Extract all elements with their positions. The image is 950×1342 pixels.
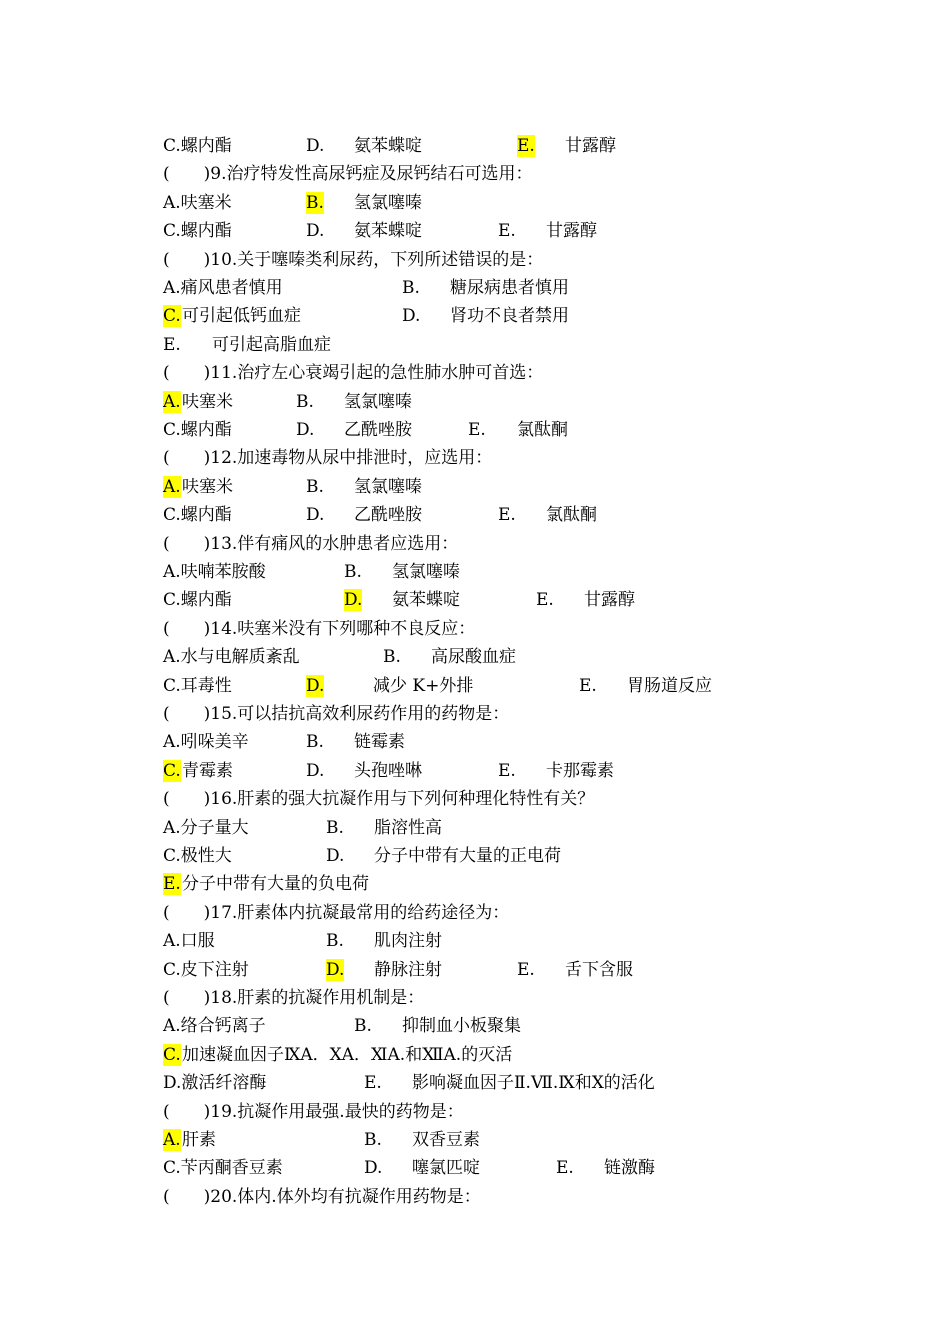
text-segment: 噻氯匹啶	[412, 1158, 480, 1179]
text-segment: B.	[364, 1130, 382, 1150]
text-segment: 氢氯噻嗪	[354, 192, 422, 213]
text-line	[0, 417, 950, 445]
text-segment: E.	[556, 1158, 574, 1179]
text-line	[0, 531, 950, 559]
text-line	[0, 559, 950, 587]
text-segment: E.	[579, 675, 597, 696]
highlighted-answer-label: A.	[163, 1130, 181, 1150]
text-segment: ( )11.治疗左心衰竭引起的急性肺水肿可首选：	[163, 363, 544, 384]
text-segment: 分子中带有大量的正电荷	[374, 846, 561, 866]
highlighted-answer-label: D.	[344, 590, 363, 611]
text-segment: 舌下含服	[565, 959, 633, 980]
text-line	[0, 758, 950, 786]
text-line	[0, 729, 950, 757]
text-segment: ( )17.肝素体内抗凝最常用的给药途径为：	[163, 902, 510, 923]
text-segment: A.水与电解质紊乱	[163, 647, 300, 668]
text-segment: 链霉素	[354, 732, 405, 753]
text-segment: ( )15.可以拮抗高效利尿药作用的药物是：	[163, 704, 510, 724]
text-segment: D.	[326, 846, 345, 866]
text-segment: D.激活纤溶酶	[163, 1073, 267, 1094]
highlighted-answer-label: D.	[306, 675, 325, 696]
text-segment: E.	[468, 420, 486, 440]
text-line	[0, 445, 950, 473]
text-segment: 卡那霉素	[546, 760, 614, 781]
text-line	[0, 815, 950, 843]
text-segment: 双香豆素	[412, 1130, 480, 1150]
text-line	[0, 673, 950, 701]
text-segment: 影响凝血因子Ⅱ.Ⅶ.Ⅸ和Ⅹ的活化	[412, 1073, 655, 1094]
text-segment: B.	[306, 732, 324, 753]
text-line	[0, 871, 950, 899]
text-segment: C.螺内酯	[163, 505, 232, 526]
text-segment: ( )13.伴有痛风的水肿患者应选用：	[163, 533, 459, 554]
text-line	[0, 247, 950, 275]
text-segment: E.	[517, 959, 535, 980]
text-segment: C.螺内酯	[163, 590, 232, 611]
text-segment: 脂溶性高	[374, 817, 442, 838]
text-line	[0, 1042, 950, 1070]
text-segment: 肝素	[182, 1130, 216, 1150]
highlighted-answer-label: D.	[326, 959, 345, 980]
text-line	[0, 900, 950, 928]
text-line	[0, 133, 950, 161]
text-segment: A.络合钙离子	[163, 1016, 266, 1037]
text-segment: 头孢唑啉	[354, 760, 422, 781]
text-segment: 胃肠道反应	[627, 675, 712, 696]
text-segment: C.皮下注射	[163, 959, 249, 980]
text-segment: E.	[498, 221, 516, 242]
text-line	[0, 928, 950, 956]
text-segment: 分子中带有大量的负电荷	[182, 874, 369, 895]
highlighted-answer-label: A.	[163, 476, 181, 497]
text-segment: 乙酰唑胺	[344, 420, 412, 440]
text-segment: A.分子量大	[163, 817, 249, 838]
text-segment: E.	[364, 1073, 382, 1094]
text-segment: E.	[498, 760, 516, 781]
text-segment: 氢氯噻嗪	[354, 476, 422, 497]
text-segment: 减少 K+外排	[373, 675, 474, 696]
text-segment: B.	[344, 562, 362, 582]
text-segment: 呋塞米	[182, 476, 233, 497]
text-segment: 抑制血小板聚集	[402, 1016, 521, 1037]
text-segment: A.痛风患者慎用	[163, 278, 283, 298]
text-segment: B.	[306, 476, 324, 497]
text-segment: D.	[306, 136, 325, 156]
text-segment: B.	[402, 278, 420, 298]
text-line	[0, 389, 950, 417]
text-segment: 可引起低钙血症	[182, 306, 301, 327]
text-line	[0, 985, 950, 1013]
text-segment: D.	[306, 221, 325, 242]
text-segment: D.	[296, 420, 315, 440]
text-segment: 氨苯蝶啶	[354, 221, 422, 242]
text-segment: E.	[536, 590, 554, 611]
text-segment: 氯酞酮	[517, 420, 568, 440]
text-segment: 甘露醇	[584, 590, 635, 611]
highlighted-answer-label: C.	[163, 306, 181, 327]
text-segment: 氯酞酮	[546, 505, 597, 526]
text-segment: C.极性大	[163, 846, 232, 866]
text-line	[0, 957, 950, 985]
text-line	[0, 275, 950, 303]
text-segment: 呋塞米	[182, 391, 233, 412]
text-segment: D.	[306, 505, 325, 526]
text-segment: ( )14.呋塞米没有下列哪种不良反应：	[163, 618, 476, 639]
text-segment: D.	[306, 760, 325, 781]
text-segment: 氨苯蝶啶	[392, 590, 460, 611]
text-line	[0, 303, 950, 331]
text-segment: A.吲哚美辛	[163, 732, 249, 753]
text-segment: ( )18.肝素的抗凝作用机制是：	[163, 988, 425, 1008]
highlighted-answer-label: A.	[163, 391, 181, 412]
text-segment: C.螺内酯	[163, 420, 232, 440]
text-segment: C.耳毒性	[163, 675, 232, 696]
text-line	[0, 786, 950, 814]
text-segment: A.呋喃苯胺酸	[163, 562, 266, 582]
text-segment: ( )10.关于噻嗪类利尿药，下列所述错误的是：	[163, 249, 544, 270]
text-segment: ( )12.加速毒物从尿中排泄时，应选用：	[163, 448, 493, 469]
text-line	[0, 161, 950, 189]
text-line	[0, 843, 950, 871]
highlighted-answer-label: E.	[517, 136, 535, 156]
text-segment: C.苄丙酮香豆素	[163, 1158, 283, 1179]
text-segment: ( )20.体内.体外均有抗凝作用药物是：	[163, 1186, 481, 1207]
text-segment: E.	[498, 505, 516, 526]
text-segment: ( )9.治疗特发性高尿钙症及尿钙结石可选用：	[163, 164, 533, 185]
text-segment: 可引起高脂血症	[212, 334, 331, 355]
text-segment: B.	[326, 931, 344, 952]
text-segment: 静脉注射	[374, 959, 442, 980]
text-line	[0, 1013, 950, 1041]
text-line	[0, 474, 950, 502]
text-segment: 乙酰唑胺	[354, 505, 422, 526]
text-segment: E.	[163, 334, 181, 355]
highlighted-answer-label: C.	[163, 760, 181, 781]
text-line	[0, 218, 950, 246]
text-segment: 链激酶	[604, 1158, 655, 1179]
text-segment: ( )16.肝素的强大抗凝作用与下列何种理化特性有关？	[163, 789, 595, 810]
text-line	[0, 190, 950, 218]
text-segment: 高尿酸血症	[431, 647, 516, 668]
highlighted-answer-label: E.	[163, 874, 181, 895]
text-segment: A.口服	[163, 931, 215, 952]
text-line	[0, 1099, 950, 1127]
text-line	[0, 1155, 950, 1183]
text-segment: 肾功不良者禁用	[450, 306, 569, 327]
text-line	[0, 587, 950, 615]
text-segment: 氢氯噻嗪	[344, 391, 412, 412]
text-line	[0, 616, 950, 644]
text-segment: ( )19.抗凝作用最强.最快的药物是：	[163, 1101, 464, 1122]
text-line	[0, 332, 950, 360]
text-segment: D.	[364, 1158, 383, 1179]
text-segment: C.螺内酯	[163, 221, 232, 242]
text-line	[0, 502, 950, 530]
text-segment: B.	[296, 391, 314, 412]
highlighted-answer-label: B.	[306, 192, 324, 213]
text-line	[0, 644, 950, 672]
text-line	[0, 360, 950, 388]
text-segment: 青霉素	[182, 760, 233, 781]
text-segment: A.呋塞米	[163, 192, 232, 213]
text-line	[0, 1070, 950, 1098]
text-segment: 加速凝血因子ⅨA．ⅩA．ⅪA.和ⅫA.的灭活	[182, 1044, 513, 1065]
text-line	[0, 1184, 950, 1212]
text-segment: 甘露醇	[565, 136, 616, 156]
text-segment: 肌肉注射	[374, 931, 442, 952]
text-segment: C.螺内酯	[163, 136, 232, 156]
text-segment: 甘露醇	[546, 221, 597, 242]
text-segment: D.	[402, 306, 421, 327]
highlighted-answer-label: C.	[163, 1044, 181, 1065]
text-segment: 氨苯蝶啶	[354, 136, 422, 156]
text-line	[0, 701, 950, 729]
text-segment: B.	[383, 647, 401, 668]
text-segment: B.	[326, 817, 344, 838]
text-segment: B.	[354, 1016, 372, 1037]
text-segment: 氢氯噻嗪	[392, 562, 460, 582]
text-line	[0, 1127, 950, 1155]
text-segment: 糖尿病患者慎用	[450, 278, 569, 298]
